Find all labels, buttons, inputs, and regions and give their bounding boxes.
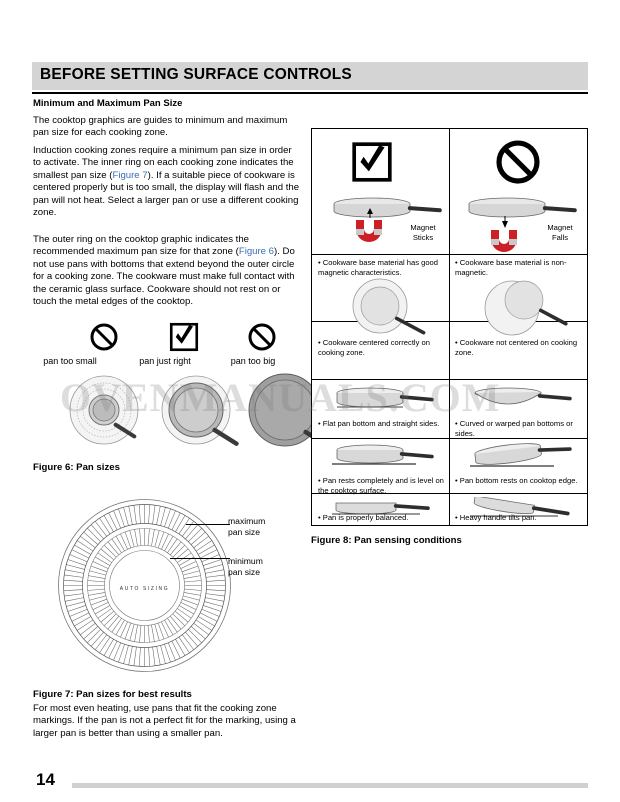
pan-too-small-graphic [70,376,138,444]
prohibited-icon [495,139,541,185]
bottom-paragraph: For most even heating, use pans that fit the cooking zone markings. If the pan is not a perfect fit for the marking, using a larger pan is better than using a smaller pan. [33,703,296,739]
warped-pan-graphic [462,382,582,418]
banner-rule [32,92,588,94]
footer-rule [72,783,588,788]
dial-center-text: AUTO SIZING [119,586,170,592]
level-pan-graphic [324,441,444,473]
figure7-reference-link[interactable]: Figure 7 [112,169,148,181]
watermark: OVENMANUALS.COM [60,375,501,420]
page-title: BEFORE SETTING SURFACE CONTROLS [40,66,352,83]
flat-bottom-pan-graphic [324,382,444,418]
figure8-row-divider-1 [311,254,588,255]
figure8-row5-right-text: • Heavy handle tilts pan. [455,513,537,522]
figure8-row2-left-text: • Cookware centered correctly on cooking zone. [318,338,430,357]
checkmark-icon [350,140,394,184]
figure8-column-divider [449,128,450,526]
leader-line-max [186,524,230,525]
centered-pan-graphic [330,276,440,336]
figure8-row1-right-text: • Cookware base material is non-magnetic. [455,258,567,277]
figure8-row-divider-3 [311,379,588,380]
figure6-label-too-small: pan too small [43,356,97,366]
prohibited-icon [247,322,277,352]
figure8-row5-left-text: • Pan is properly balanced. [318,513,409,522]
leader-line-min [170,558,230,559]
figure8-row4-left-text: • Pan rests completely and is level on the cooktop surface. [318,476,444,495]
paragraph-2: Induction cooking zones require a minimum pan size in order to activate. The inner ring on each cooking zone indicates the smallest pan size (Figure 7). If a suitable piece of cookware is centered properly but is too small, the display will flash and the pan will not heat. Select a larger pan or use a different cooking zone. [33,145,300,219]
figure8-caption: Figure 8: Pan sensing conditions [311,535,462,546]
label-minimum-pan-size: minimum pan size [228,556,263,577]
checkmark-icon [168,322,200,352]
offcenter-pan-graphic [468,276,578,336]
figure6-caption: Figure 6: Pan sizes [33,462,120,473]
page-number: 14 [36,770,55,789]
figure8-row3-left-text: • Flat pan bottom and straight sides. [318,419,440,428]
figure6-reference-link[interactable]: Figure 6 [238,246,275,258]
figure8-row1-left-text: • Cookware base material has good magnetic characteristics. [318,258,439,277]
figure8-row2-right-text: • Cookware not centered on cooking zone. [455,338,578,357]
figure6-label-too-big: pan too big [230,356,276,366]
figure8-row4-right-text: • Pan bottom rests on cooktop edge. [455,476,578,485]
subsection-heading: Minimum and Maximum Pan Size [33,98,183,109]
pan-on-edge-graphic [462,441,582,473]
magnet-sticks-label: Magnet Sticks [410,223,436,242]
figure6-pan-illustrations [33,372,323,454]
figure7-labels [228,516,265,577]
prohibited-icon [89,322,119,352]
figure6-label-just-right: pan just right [139,356,191,366]
figure8-row3-right-text: • Curved or warped pan bottoms or sides. [455,419,573,438]
paragraph-3: The outer ring on the cooktop graphic indicates the recommended maximum pan size for that zone (Figure 6). Do not use pans with bottoms that extend beyond the outer circle for a cooking zone. The cookware must make full contact with the ceramic glass surface. Cookware should not rest on or touch the metal edges of the cooktop. [33,234,295,308]
magnet-falls-label: Magnet Falls [547,223,573,242]
figure7-caption: Figure 7: Pan sizes for best results [33,689,192,700]
pan-just-right-graphic [162,376,239,447]
magnet-falls-graphic [455,190,583,252]
label-maximum-pan-size: maximum pan size [228,516,266,537]
paragraph-1: The cooktop graphics are guides to minimum and maximum pan size for each cooking zone. [33,115,288,139]
